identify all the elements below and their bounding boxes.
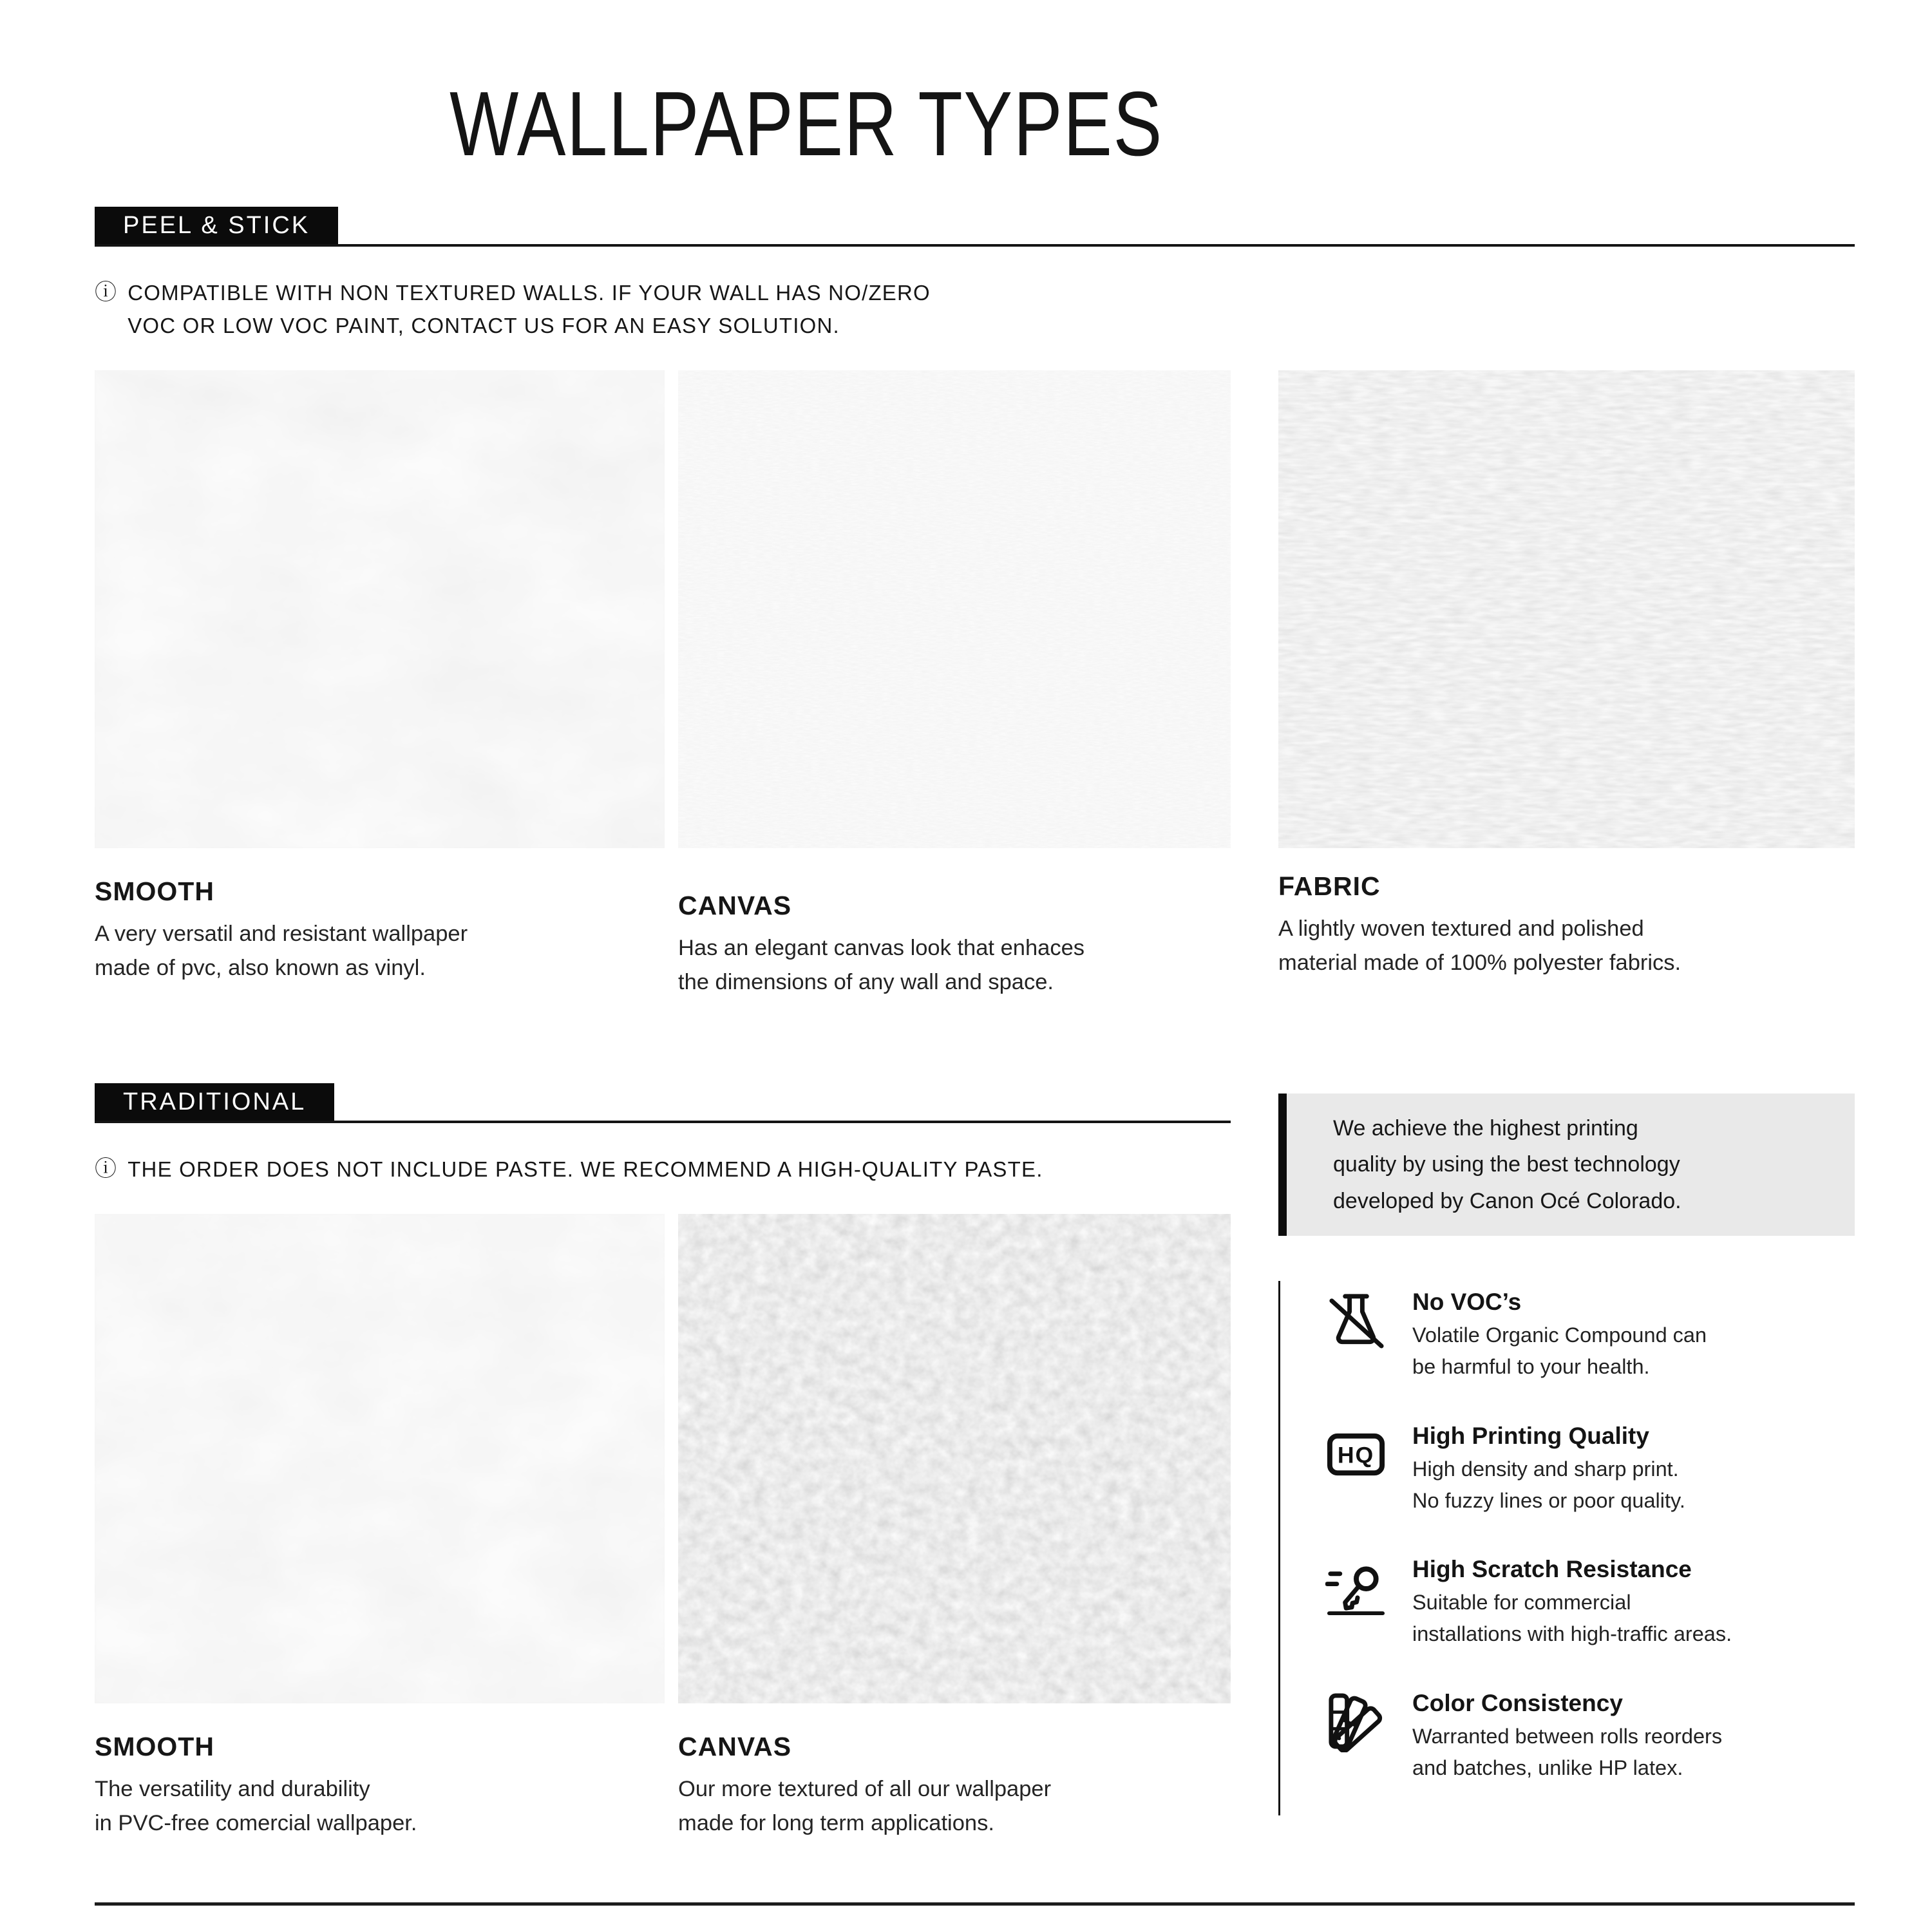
feature-title: High Printing Quality xyxy=(1412,1422,1649,1449)
peel-stick-note-text xyxy=(128,276,931,342)
key-scratch-icon xyxy=(1325,1557,1387,1618)
color-swatches-icon xyxy=(1325,1691,1387,1752)
quality-line: quality by using the best technology xyxy=(1333,1152,1680,1177)
feature-title: Color Consistency xyxy=(1412,1689,1623,1716)
quality-line: developed by Canon Océ Colorado. xyxy=(1333,1188,1681,1213)
note-line: COMPATIBLE WITH NON TEXTURED WALLS. IF YOUR WALL HAS NO/ZERO xyxy=(128,281,931,305)
swatch-card-canvas xyxy=(678,370,1231,999)
peel-stick-label-chip: PEEL & STICK xyxy=(95,207,338,244)
feature-color-consistency xyxy=(1325,1690,1855,1784)
traditional-note-text: THE ORDER DOES NOT INCLUDE PASTE. WE RECOMMEND A HIGH-QUALITY PASTE. xyxy=(128,1157,1043,1181)
feature-description: Warranted between rolls reorders and batches, unlike HP latex. xyxy=(1412,1724,1723,1779)
feature-high-scratch-resistance xyxy=(1325,1556,1855,1650)
section-traditional xyxy=(95,1048,1231,1841)
swatch-description: A very versatil and resistant wallpaper made of pvc, also known as vinyl. xyxy=(95,922,468,981)
no-voc-flask-icon xyxy=(1325,1290,1387,1351)
hq-badge-icon xyxy=(1325,1424,1387,1485)
hq-badge-text: HQ xyxy=(1337,1442,1375,1468)
swatch-card-canvas xyxy=(678,1214,1231,1841)
feature-description: High density and sharp print. No fuzzy lines or poor quality. xyxy=(1412,1457,1685,1512)
note-line: VOC OR LOW VOC PAINT, CONTACT US FOR AN EASY SOLUTION. xyxy=(128,314,840,338)
smooth-texture-image xyxy=(95,1214,665,1703)
traditional-header-rule xyxy=(95,1083,1231,1123)
canvas-texture-image xyxy=(678,1214,1231,1703)
section-peel-stick xyxy=(95,207,1855,999)
canvas-texture-image xyxy=(678,370,1231,848)
peel-stick-note xyxy=(95,276,1855,342)
swatch-description: The versatility and durability in PVC-free comercial wallpaper. xyxy=(95,1777,417,1835)
swatch-name: CANVAS xyxy=(678,891,792,921)
traditional-note xyxy=(95,1153,1231,1186)
feature-title: High Scratch Resistance xyxy=(1412,1556,1692,1583)
swatch-card-fabric xyxy=(1278,370,1855,999)
swatch-name: SMOOTH xyxy=(95,876,214,907)
quality-line: We achieve the highest printing xyxy=(1333,1115,1638,1141)
feature-description: Suitable for commercial installations with high-traffic areas. xyxy=(1412,1591,1732,1645)
smooth-texture-image xyxy=(95,370,665,848)
lower-region xyxy=(95,1048,1855,1841)
swatch-description: Has an elegant canvas look that enhaces the dimensions of any wall and space. xyxy=(678,936,1085,995)
info-icon: ⓘ xyxy=(95,1156,118,1181)
swatch-name: SMOOTH xyxy=(95,1732,214,1762)
swatch-description: Our more textured of all our wallpaper made for long term applications. xyxy=(678,1777,1052,1835)
info-icon: ⓘ xyxy=(95,280,118,305)
swatch-name: CANVAS xyxy=(678,1732,792,1762)
swatch-description: A lightly woven textured and polished material made of 100% polyester fabrics. xyxy=(1278,916,1681,976)
fabric-texture-image xyxy=(1278,370,1855,848)
peel-stick-header-rule xyxy=(95,207,1855,247)
feature-title: No VOC’s xyxy=(1412,1289,1522,1316)
swatch-name: FABRIC xyxy=(1278,871,1381,902)
traditional-swatch-grid xyxy=(95,1214,1231,1841)
swatch-card-smooth xyxy=(95,370,665,999)
features-list xyxy=(1278,1281,1855,1815)
feature-description: Volatile Organic Compound can be harmful to your health. xyxy=(1412,1323,1707,1378)
swatch-card-smooth xyxy=(95,1214,665,1841)
feature-high-printing-quality xyxy=(1325,1423,1855,1517)
peel-stick-swatch-grid xyxy=(95,370,1855,999)
quality-statement-box xyxy=(1278,1094,1855,1236)
feature-no-voc xyxy=(1325,1289,1855,1383)
traditional-label-chip: TRADITIONAL xyxy=(95,1083,334,1121)
page-title: WALLPAPER TYPES xyxy=(450,73,1163,175)
bottom-divider xyxy=(95,1902,1855,1906)
quality-sidebar xyxy=(1278,1048,1855,1815)
